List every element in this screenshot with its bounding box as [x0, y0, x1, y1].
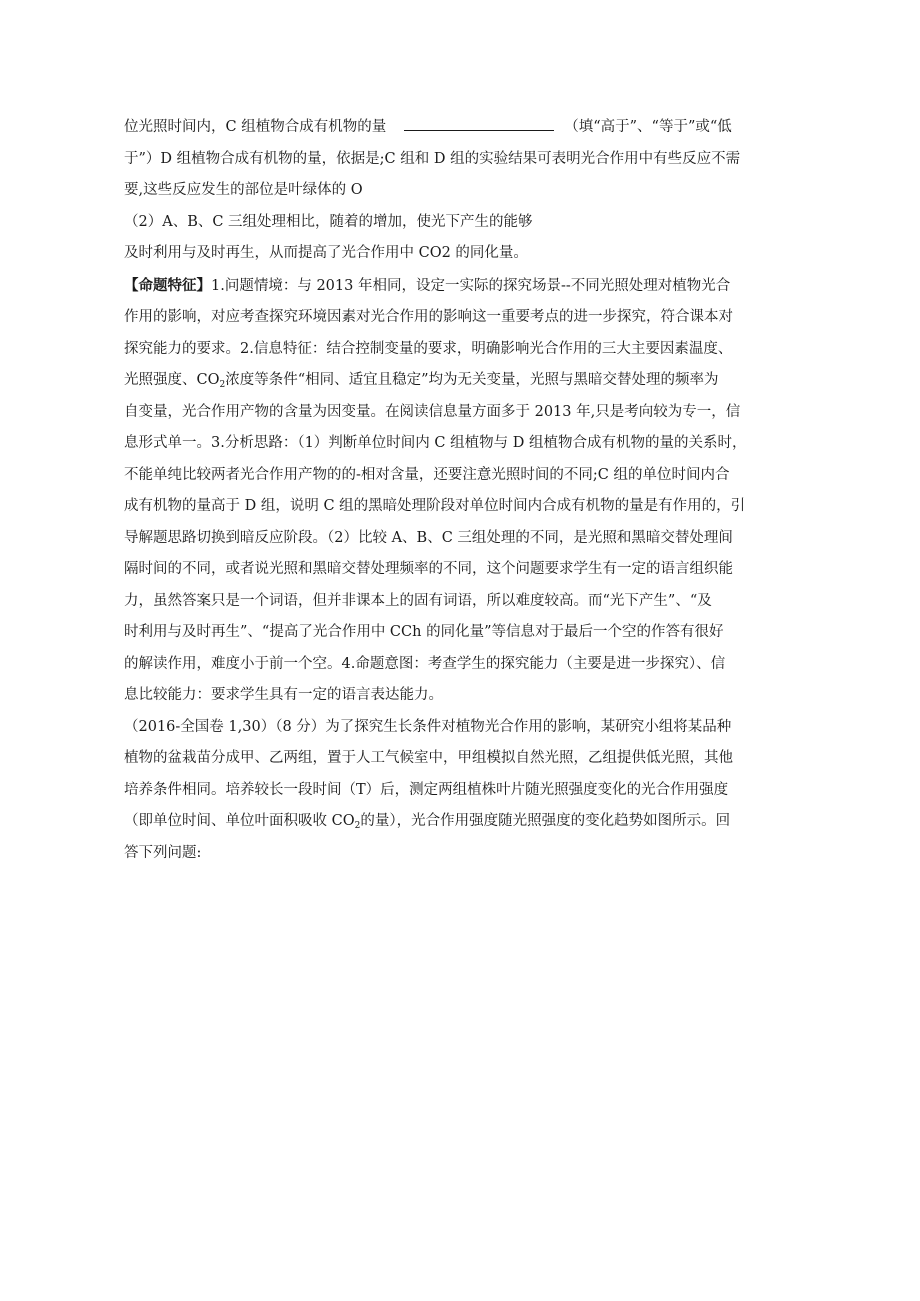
- text-line: 导解题思路切换到暗反应阶段。（2）比较 A、B、C 三组处理的不同，是光照和黑暗交替处理间: [124, 529, 733, 546]
- text-line: [124, 112, 804, 144]
- text-line: [124, 365, 804, 397]
- text-line: 隔时间的不同，或者说光照和黑暗交替处理频率的不同，这个问题要求学生有一定的语言组织能: [124, 561, 733, 577]
- text-line: （2016-全国卷 1,30）（8 分）为了探究生长条件对植物光合作用的影响，某研究小组将某品种: [124, 718, 732, 735]
- text-line: 不能单纯比较两者光合作用产物的的-相对含量，还要注意光照时间的不同;C 组的单位时间内合: [124, 466, 730, 483]
- text-line: 培养条件相同。培养较长一段时间（T）后，测定两组植株叶片随光照强度变化的光合作用强度: [124, 781, 729, 798]
- text-line: （2）A、B、C 三组处理相比，随着的增加，使光下产生的能够: [124, 213, 533, 230]
- text-line: 及时利用与及时再生，从而提高了光合作用中 CO2 的同化量。: [124, 245, 528, 261]
- section-label: 【命题特征】: [124, 276, 211, 294]
- text-line: 的解读作用，难度小于前一个空。4.命题意图：考查学生的探究能力（主要是进一步探究）、信: [124, 655, 726, 672]
- text-line: [124, 270, 804, 303]
- subscript: 2: [354, 821, 361, 831]
- text-segment: （填“高于”、“等于”或“低: [564, 119, 732, 135]
- text-segment: 1.问题情境：与 2013 年相同，设定一实际的探究场景--不同光照处理对植物光合: [211, 277, 731, 294]
- text-line: [124, 806, 804, 838]
- text-segment: （即单位时间、单位叶面积吸收 CO: [124, 813, 355, 829]
- text-line: 自变量，光合作用产物的含量为因变量。在阅读信息量方面多于 2013 年,只是考向较为专一，信: [124, 403, 741, 420]
- text-segment: 光照强度、CO: [124, 372, 220, 388]
- text-segment: 位光照时间内，C 组植物合成有机物的量: [124, 119, 387, 135]
- text-line: 成有机物的量高于 D 组，说明 C 组的黑暗处理阶段对单位时间内合成有机物的量是有作用的，引: [124, 498, 746, 514]
- text-line: 答下列问题:: [124, 844, 202, 861]
- text-line: 植物的盆栽苗分成甲、乙两组，置于人工气候室中，甲组模拟自然光照，乙组提供低光照，其他: [124, 750, 733, 766]
- subscript: 2: [219, 380, 226, 390]
- answer-blank: [404, 116, 554, 131]
- text-line: 息形式单一。3.分析思路：（1）判断单位时间内 C 组植物与 D 组植物合成有机物的量的关系时，: [124, 435, 747, 451]
- document-body: [124, 112, 804, 869]
- text-line: 息比较能力：要求学生具有一定的语言表达能力。: [124, 687, 443, 703]
- text-line: 探究能力的要求。2.信息特征：结合控制变量的要求，明确影响光合作用的三大主要因素温度、: [124, 340, 733, 357]
- text-line: 时利用与及时再生”、“提高了光合作用中 CCh 的同化量”等信息对于最后一个空的作答有很好: [124, 624, 724, 640]
- text-segment: 浓度等条件“相同、适宜且稳定”均为无关变量，光照与黑暗交替处理的频率为: [225, 372, 719, 388]
- text-line: 于”）D 组植物合成有机物的量，依据是;C 组和 D 组的实验结果可表明光合作用中有些反应不需: [124, 150, 741, 167]
- text-line: 要,这些反应发生的部位是叶绿体的 O: [124, 182, 363, 198]
- text-line: 作用的影响，对应考查探究环境因素对光合作用的影响这一重要考点的进一步探究，符合课本对: [124, 309, 733, 325]
- text-segment: 的量），光合作用强度随光照强度的变化趋势如图所示。回: [360, 813, 731, 829]
- text-line: 力，虽然答案只是一个词语，但并非课本上的固有词语，所以难度较高。而“光下产生”、“及: [124, 592, 712, 609]
